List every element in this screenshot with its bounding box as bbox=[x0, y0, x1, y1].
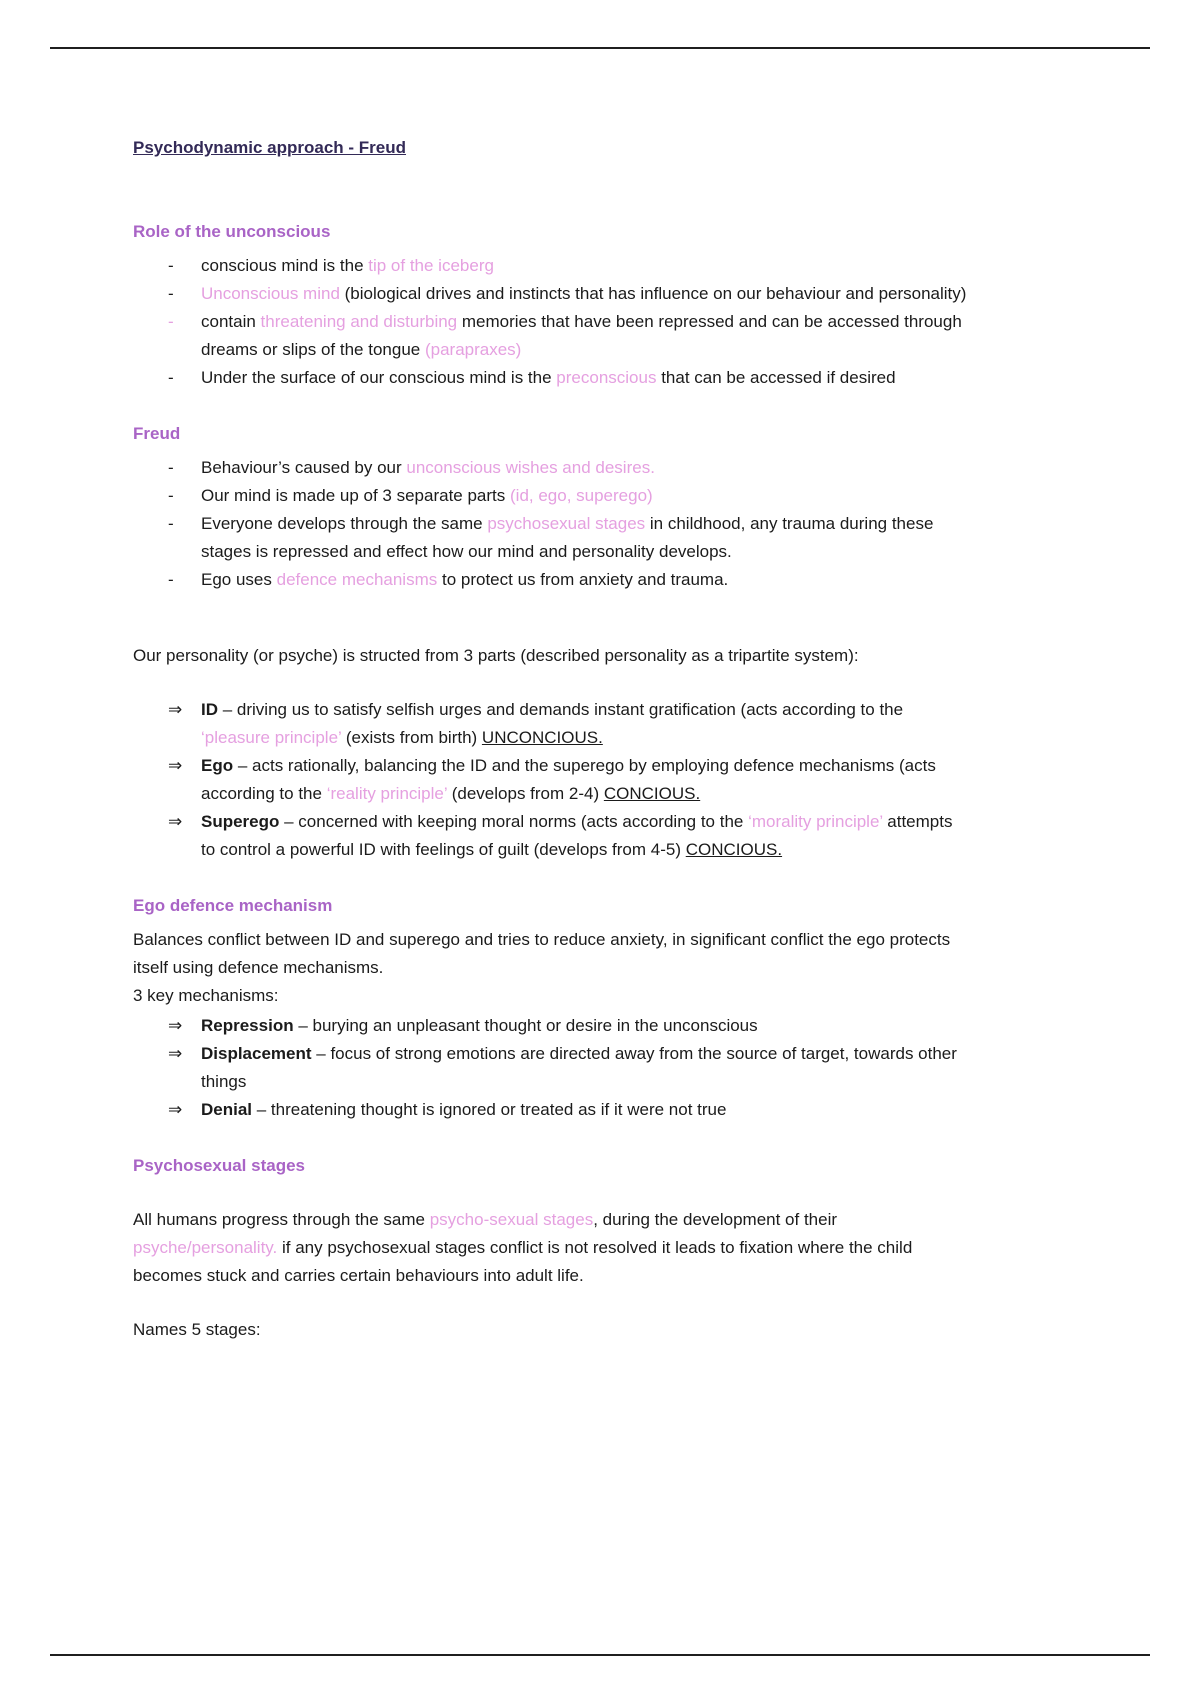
text-segment: Names 5 stages: bbox=[133, 1320, 261, 1339]
text-segment: ‘reality principle’ bbox=[326, 784, 448, 803]
dash-marker: - bbox=[168, 458, 174, 477]
list-item bbox=[133, 364, 967, 392]
footer-rule bbox=[50, 1654, 1150, 1656]
list-item bbox=[133, 1040, 967, 1096]
text-segment: attempts to control a powerful ID with feelings of guilt (develops from 4-5) bbox=[201, 812, 953, 859]
list-item-text bbox=[201, 482, 967, 510]
heading bbox=[133, 218, 967, 246]
list-item-text bbox=[201, 566, 967, 594]
list-item bbox=[133, 566, 967, 594]
paragraph bbox=[133, 642, 967, 670]
list-item-text bbox=[201, 808, 967, 864]
text-segment: – threatening thought is ignored or treated as if it were not true bbox=[252, 1100, 727, 1119]
dash-marker: - bbox=[168, 312, 174, 331]
text-segment: memories that have been repressed and can be accessed through dreams or slips of the tongue bbox=[201, 312, 962, 359]
text-segment: Displacement bbox=[201, 1044, 312, 1063]
arrow-marker: ⇒ bbox=[168, 1100, 183, 1119]
text-segment: Everyone develops through the same bbox=[201, 514, 488, 533]
text-segment: tip of the iceberg bbox=[368, 256, 494, 275]
text-segment: UNCONCIOUS. bbox=[481, 728, 603, 747]
text-segment: to protect us from anxiety and trauma. bbox=[437, 570, 729, 589]
list-item-text bbox=[201, 510, 967, 566]
list-item bbox=[133, 308, 967, 364]
list-item-text bbox=[201, 252, 967, 280]
text-segment: (parapraxes) bbox=[424, 340, 522, 359]
list-item bbox=[133, 482, 967, 510]
text-segment: – driving us to satisfy selfish urges and demands instant gratification (acts according to the bbox=[218, 700, 904, 719]
list-item bbox=[133, 1012, 967, 1040]
text-segment: Freud bbox=[133, 424, 181, 443]
text-segment: , during the development of their bbox=[593, 1210, 838, 1229]
text-segment: Unconscious mind bbox=[201, 284, 345, 303]
text-segment: Ego uses bbox=[201, 570, 277, 589]
list-item bbox=[133, 252, 967, 280]
text-segment: – focus of strong emotions are directed away from the source of target, towards other things bbox=[201, 1044, 957, 1091]
heading bbox=[133, 1152, 967, 1180]
text-segment: Role of the unconscious bbox=[133, 222, 331, 241]
dash-marker: - bbox=[168, 368, 174, 387]
list-item-text bbox=[201, 364, 967, 392]
dash-list bbox=[133, 454, 967, 594]
arrow-marker: ⇒ bbox=[168, 756, 183, 775]
text-segment: contain bbox=[201, 312, 261, 331]
paragraph bbox=[133, 982, 967, 1010]
text-segment: Our personality (or psyche) is structed from 3 parts (described personality as a tripartite system): bbox=[133, 646, 859, 665]
document-content bbox=[133, 0, 967, 1344]
paragraph bbox=[133, 1316, 967, 1344]
text-segment: Superego bbox=[201, 812, 280, 831]
list-item-text bbox=[201, 696, 967, 752]
list-item bbox=[133, 454, 967, 482]
text-segment: psychosexual stages bbox=[487, 514, 646, 533]
arrow-marker: ⇒ bbox=[168, 1044, 183, 1063]
list-item-text bbox=[201, 280, 967, 308]
text-segment: 3 key mechanisms: bbox=[133, 986, 279, 1005]
text-segment: ‘pleasure principle’ bbox=[201, 728, 342, 747]
text-segment: conscious mind is the bbox=[201, 256, 369, 275]
list-item-text bbox=[201, 752, 967, 808]
arrow-marker: ⇒ bbox=[168, 812, 183, 831]
text-segment: defence mechanisms bbox=[276, 570, 438, 589]
text-segment: unconscious wishes and desires. bbox=[406, 458, 655, 477]
text-segment: Repression bbox=[201, 1016, 294, 1035]
list-item-text bbox=[201, 1040, 967, 1096]
list-item-text bbox=[201, 1012, 967, 1040]
text-segment: in childhood, any trauma during these stages is repressed and effect how our mind and personality develops. bbox=[201, 514, 934, 561]
paragraph bbox=[133, 1206, 967, 1290]
text-segment: Ego bbox=[201, 756, 234, 775]
list-item bbox=[133, 510, 967, 566]
text-segment: (develops from 2-4) bbox=[447, 784, 604, 803]
heading bbox=[133, 892, 967, 920]
text-segment: Behaviour’s caused by our bbox=[201, 458, 407, 477]
list-item bbox=[133, 1096, 967, 1124]
text-segment: psyche/personality. bbox=[133, 1238, 278, 1257]
list-item bbox=[133, 752, 967, 808]
text-segment: All humans progress through the same bbox=[133, 1210, 430, 1229]
list-item-text bbox=[201, 308, 967, 364]
text-segment: Under the surface of our conscious mind is the bbox=[201, 368, 557, 387]
heading bbox=[133, 420, 967, 448]
title bbox=[133, 134, 967, 162]
dash-marker: - bbox=[168, 514, 174, 533]
paragraph bbox=[133, 926, 967, 982]
text-segment: Ego defence mechanism bbox=[133, 896, 333, 915]
text-segment: Balances conflict between ID and superego and tries to reduce anxiety, in significant conflict the ego protects itself using defence mechanisms. bbox=[133, 930, 951, 977]
list-item-text bbox=[201, 1096, 967, 1124]
text-segment: Denial bbox=[201, 1100, 253, 1119]
text-segment: – acts rationally, balancing the ID and the superego by employing defence mechanisms (acts according to the bbox=[201, 756, 936, 803]
text-segment: CONCIOUS. bbox=[603, 784, 701, 803]
text-segment: – concerned with keeping moral norms (acts according to the bbox=[279, 812, 749, 831]
text-segment: – burying an unpleasant thought or desire in the unconscious bbox=[293, 1016, 758, 1035]
text-segment: psycho-sexual stages bbox=[429, 1210, 594, 1229]
text-segment: that can be accessed if desired bbox=[656, 368, 896, 387]
text-segment: if any psychosexual stages conflict is not resolved it leads to fixation where the child becomes stuck and carries certain behaviours into adult life. bbox=[133, 1238, 913, 1285]
arrow-marker: ⇒ bbox=[168, 700, 183, 719]
text-segment: Our mind is made up of 3 separate parts bbox=[201, 486, 510, 505]
text-segment: (id, ego, superego) bbox=[510, 486, 653, 505]
text-segment: CONCIOUS. bbox=[685, 840, 783, 859]
text-segment: Psychodynamic approach - Freud bbox=[133, 138, 407, 157]
text-segment: threatening and disturbing bbox=[260, 312, 458, 331]
list-item bbox=[133, 808, 967, 864]
dash-marker: - bbox=[168, 256, 174, 275]
arrow-list bbox=[133, 1012, 967, 1124]
dash-list bbox=[133, 252, 967, 392]
text-segment: ID bbox=[201, 700, 218, 719]
text-segment: preconscious bbox=[556, 368, 657, 387]
text-segment: (biological drives and instincts that has influence on our behaviour and personality) bbox=[344, 284, 967, 303]
dash-marker: - bbox=[168, 486, 174, 505]
list-item-text bbox=[201, 454, 967, 482]
list-item bbox=[133, 696, 967, 752]
dash-marker: - bbox=[168, 284, 174, 303]
arrow-marker: ⇒ bbox=[168, 1016, 183, 1035]
dash-marker: - bbox=[168, 570, 174, 589]
text-segment: ‘morality principle’ bbox=[748, 812, 883, 831]
text-segment: (exists from birth) bbox=[341, 728, 482, 747]
list-item bbox=[133, 280, 967, 308]
arrow-list bbox=[133, 696, 967, 864]
text-segment: Psychosexual stages bbox=[133, 1156, 305, 1175]
